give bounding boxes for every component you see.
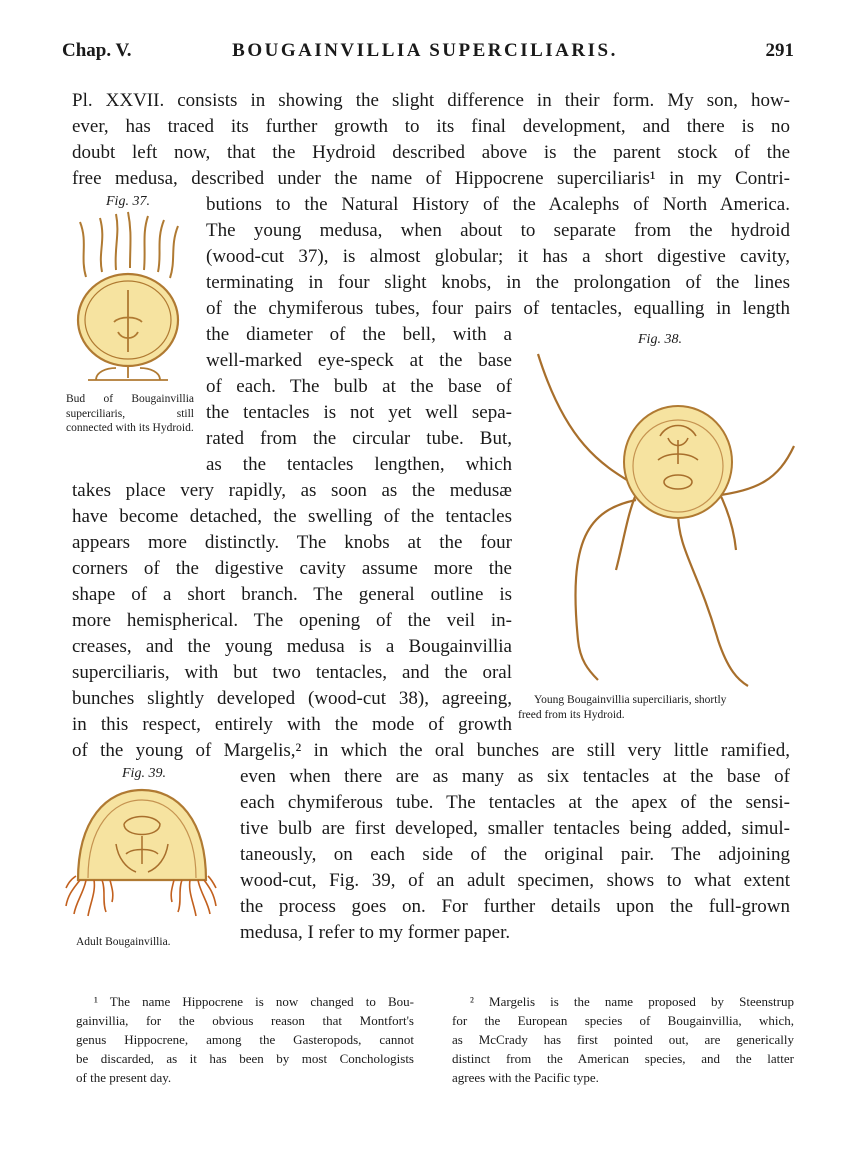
body-line: the process goes on. For further details upon the full-grown [240,896,790,917]
footnote-line: for the European species of Bougainvillia, which, [452,1013,794,1028]
footnote-line: as McCrady has first pointed out, are generically [452,1032,794,1047]
body-line: more hemispherical. The opening of the veil in- [72,610,512,631]
body-line: rated from the circular tube. But, [206,428,512,449]
body-line: even when there are as many as six tentacles at the base of [240,766,790,787]
body-line: of each. The bulb at the base of [206,376,512,397]
footnote-line: agrees with the Pacific type. [452,1070,599,1085]
fig37-caption: Bud of Bougainvillia superciliaris, still connected with its Hydroid. [66,393,194,434]
running-header-chapter: Chap. V. [62,40,132,61]
body-line: free medusa, described under the name of Hippocrene superciliaris¹ in my Contri- [72,168,790,189]
footnote-line: ¹ The name Hippocrene is now changed to Bou- [94,994,414,1009]
footnote-line: gainvillia, for the obvious reason that Montfort's [76,1013,414,1028]
body-line: creases, and the young medusa is a Bougainvillia [72,636,512,657]
body-line: of the young of Margelis,² in which the oral bunches are still very little ramified, [72,740,790,761]
body-line: (wood-cut 37), is almost globular; it has a short digestive cavity, [206,246,790,267]
body-line: doubt left now, that the Hydroid described above is the parent stock of the [72,142,790,163]
body-line: medusa, I refer to my former paper. [240,922,511,943]
fig39-caption: Adult Bougainvillia. [76,936,171,948]
body-line: each chymiferous tube. The tentacles at the apex of the sensi- [240,792,790,813]
body-line: The young medusa, when about to separate from the hydroid [206,220,790,241]
fig39-illustration [66,784,216,920]
fig38-caption-line1: Young Bougainvillia superciliaris, shortly [534,694,727,706]
footnote-line: of the present day. [76,1070,172,1085]
body-line: well-marked eye-speck at the base [206,350,512,371]
body-line: corners of the digestive cavity assume more the [72,558,512,579]
body-line: takes place very rapidly, as soon as the medusæ [72,480,512,501]
fig37-illustration [66,212,196,392]
running-header-title: BOUGAINVILLIA SUPERCILIARIS. [232,40,618,61]
body-line: Pl. XXVII. consists in showing the slight difference in their form. My son, how- [72,90,790,111]
body-line: wood-cut, Fig. 39, of an adult specimen, shows to what extent [240,870,790,891]
body-line: of the chymiferous tubes, four pairs of tentacles, equalling in length [206,298,790,319]
body-line: ever, has traced its further growth to its final development, and there is no [72,116,790,137]
fig39-label: Fig. 39. [122,766,166,781]
footnote-line: distinct from the American species, and the latter [452,1051,794,1066]
body-line: the tentacles is not yet well sepa- [206,402,512,423]
footnote-line: genus Hippocrene, among the Gasteropods, cannot [76,1032,414,1047]
fig37-label: Fig. 37. [106,194,150,209]
footnote-line: ² Margelis is the name proposed by Steenstrup [470,994,794,1009]
page-number: 291 [765,40,794,61]
fig38-caption-line2: freed from its Hydroid. [518,709,625,721]
body-line: bunches slightly developed (wood-cut 38), agreeing, [72,688,512,709]
body-line: have become detached, the swelling of the tentacles [72,506,512,527]
body-line: taneously, on each side of the original pair. The adjoining [240,844,790,865]
body-line: in this respect, entirely with the mode of growth [72,714,512,735]
body-line: the diameter of the bell, with a [206,324,512,345]
body-line: as the tentacles lengthen, which [206,454,512,475]
footnote-line: be discarded, as it has been by most Conchologists [76,1051,414,1066]
body-line: terminating in four slight knobs, in the prolongation of the lines [206,272,790,293]
fig38-illustration [528,340,798,690]
body-line: appears more distinctly. The knobs at the four [72,532,512,553]
body-line: shape of a short branch. The general outline is [72,584,512,605]
fig38-label: Fig. 38. [638,332,682,347]
body-line: superciliaris, with but two tentacles, and the oral [72,662,512,683]
body-line: tive bulb are first developed, smaller tentacles being added, simul- [240,818,790,839]
body-line: butions to the Natural History of the Acalephs of North America. [206,194,790,215]
